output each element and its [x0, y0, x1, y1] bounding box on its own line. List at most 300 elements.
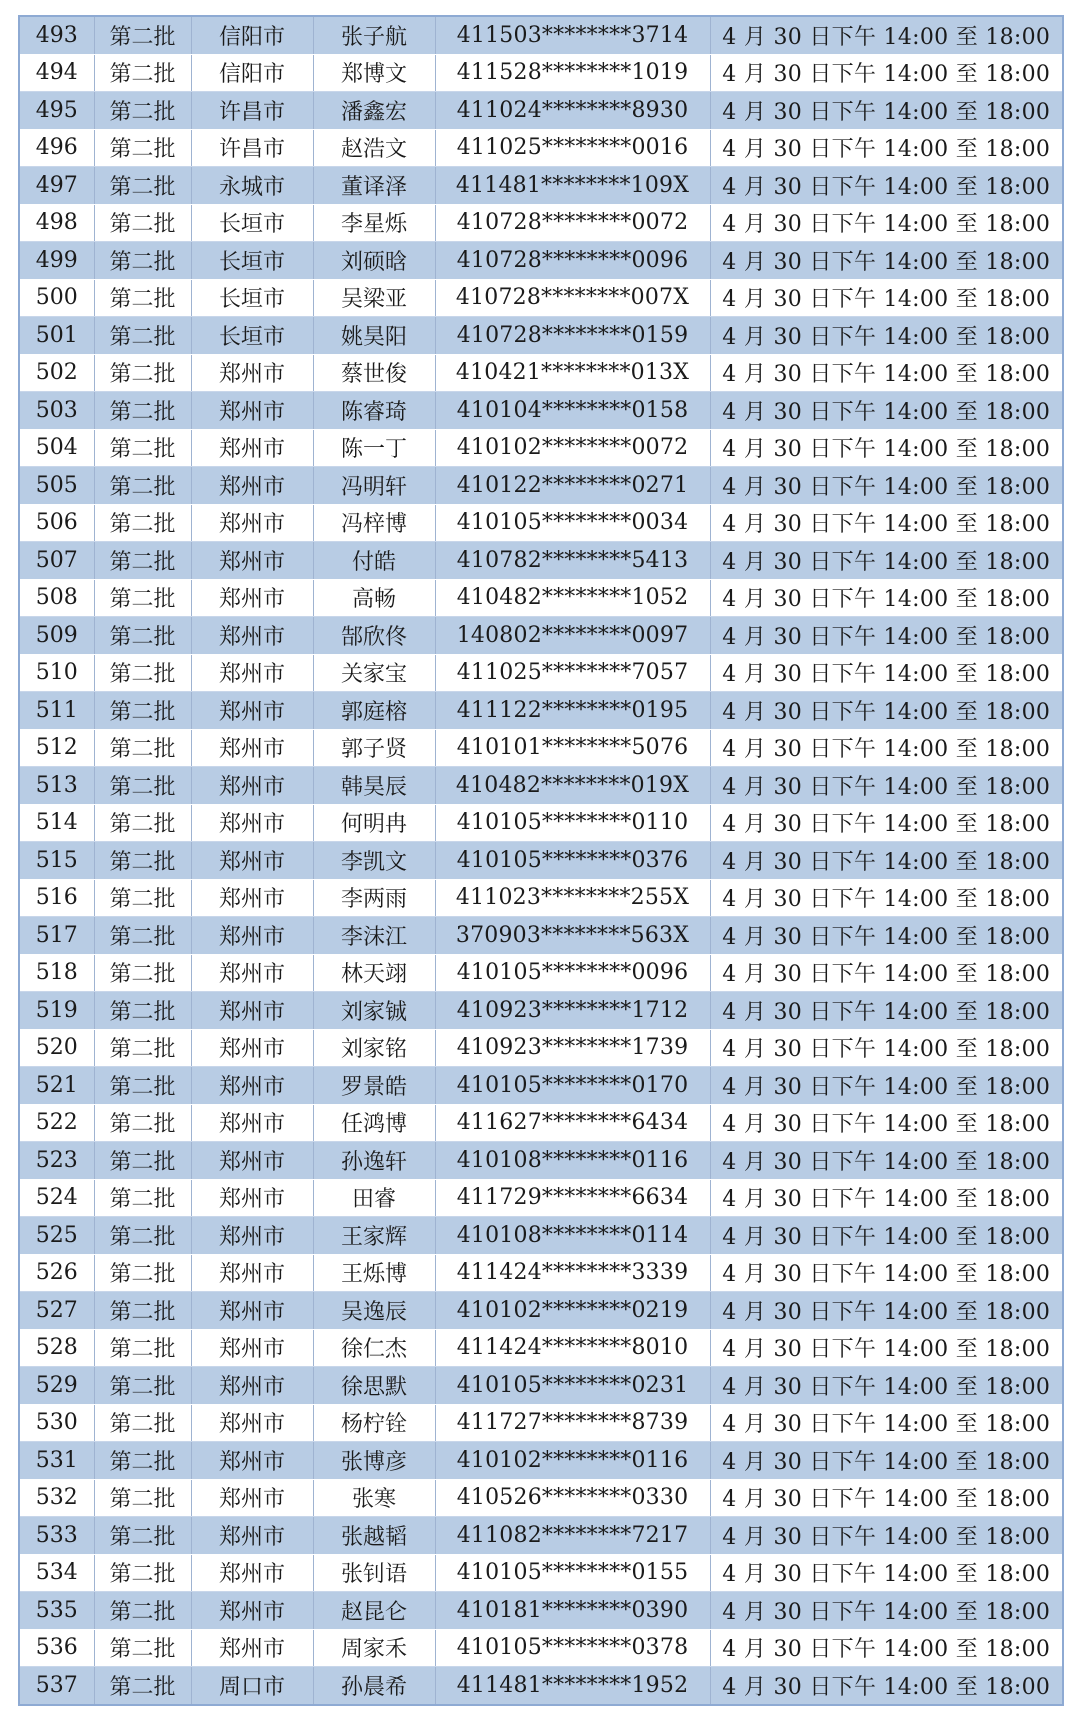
cell-city: 郑州市: [191, 354, 313, 392]
cell-name: 李星烁: [313, 204, 435, 242]
cell-id-number: 411025********7057: [435, 654, 710, 692]
cell-batch: 第二批: [94, 992, 191, 1030]
cell-time-slot: 4 月 30 日下午 14:00 至 18:00: [710, 1292, 1063, 1330]
table-row: [19, 1517, 1063, 1555]
cell-serial-number: 516: [19, 879, 94, 917]
cell-time-slot: 4 月 30 日下午 14:00 至 18:00: [710, 1517, 1063, 1555]
cell-city: 长垣市: [191, 317, 313, 355]
cell-batch: 第二批: [94, 129, 191, 167]
cell-name: 郑博文: [313, 54, 435, 92]
cell-time-slot: 4 月 30 日下午 14:00 至 18:00: [710, 1329, 1063, 1367]
cell-batch: 第二批: [94, 204, 191, 242]
roster-table-body: [19, 16, 1063, 1705]
cell-name: 李凯文: [313, 842, 435, 880]
cell-time-slot: 4 月 30 日下午 14:00 至 18:00: [710, 279, 1063, 317]
cell-serial-number: 520: [19, 1029, 94, 1067]
table-row: [19, 16, 1063, 54]
table-row: [19, 804, 1063, 842]
cell-id-number: 411729********6634: [435, 1179, 710, 1217]
cell-time-slot: 4 月 30 日下午 14:00 至 18:00: [710, 204, 1063, 242]
cell-city: 周口市: [191, 1667, 313, 1705]
cell-id-number: 410728********0096: [435, 242, 710, 280]
cell-name: 张越韬: [313, 1517, 435, 1555]
cell-city: 郑州市: [191, 992, 313, 1030]
cell-city: 永城市: [191, 167, 313, 205]
table-row: [19, 167, 1063, 205]
cell-city: 郑州市: [191, 1067, 313, 1105]
table-row: [19, 542, 1063, 580]
cell-city: 郑州市: [191, 1104, 313, 1142]
cell-name: 周家禾: [313, 1629, 435, 1667]
cell-name: 罗景皓: [313, 1067, 435, 1105]
table-row: [19, 1329, 1063, 1367]
cell-id-number: 140802********0097: [435, 617, 710, 655]
cell-name: 潘鑫宏: [313, 92, 435, 130]
cell-name: 张子航: [313, 16, 435, 54]
cell-time-slot: 4 月 30 日下午 14:00 至 18:00: [710, 692, 1063, 730]
cell-id-number: 410108********0114: [435, 1217, 710, 1255]
cell-name: 任鸿博: [313, 1104, 435, 1142]
cell-batch: 第二批: [94, 392, 191, 430]
cell-id-number: 410105********0170: [435, 1067, 710, 1105]
cell-name: 刘家铭: [313, 1029, 435, 1067]
cell-serial-number: 527: [19, 1292, 94, 1330]
cell-time-slot: 4 月 30 日下午 14:00 至 18:00: [710, 1067, 1063, 1105]
cell-serial-number: 537: [19, 1667, 94, 1705]
cell-id-number: 410482********019X: [435, 767, 710, 805]
cell-serial-number: 509: [19, 617, 94, 655]
cell-serial-number: 529: [19, 1367, 94, 1405]
cell-name: 郜欣佟: [313, 617, 435, 655]
table-row: [19, 654, 1063, 692]
cell-city: 郑州市: [191, 767, 313, 805]
cell-name: 李沫江: [313, 917, 435, 955]
cell-name: 郭庭榕: [313, 692, 435, 730]
table-row: [19, 54, 1063, 92]
cell-time-slot: 4 月 30 日下午 14:00 至 18:00: [710, 767, 1063, 805]
cell-time-slot: 4 月 30 日下午 14:00 至 18:00: [710, 504, 1063, 542]
cell-id-number: 410108********0116: [435, 1142, 710, 1180]
cell-city: 信阳市: [191, 54, 313, 92]
cell-city: 郑州市: [191, 692, 313, 730]
cell-batch: 第二批: [94, 429, 191, 467]
cell-serial-number: 535: [19, 1592, 94, 1630]
table-row: [19, 1442, 1063, 1480]
table-row: [19, 1367, 1063, 1405]
cell-time-slot: 4 月 30 日下午 14:00 至 18:00: [710, 429, 1063, 467]
cell-batch: 第二批: [94, 654, 191, 692]
cell-time-slot: 4 月 30 日下午 14:00 至 18:00: [710, 992, 1063, 1030]
cell-batch: 第二批: [94, 317, 191, 355]
cell-id-number: 410102********0116: [435, 1442, 710, 1480]
cell-time-slot: 4 月 30 日下午 14:00 至 18:00: [710, 1367, 1063, 1405]
cell-serial-number: 499: [19, 242, 94, 280]
cell-serial-number: 502: [19, 354, 94, 392]
cell-id-number: 410728********007X: [435, 279, 710, 317]
cell-city: 郑州市: [191, 804, 313, 842]
cell-city: 郑州市: [191, 1367, 313, 1405]
cell-time-slot: 4 月 30 日下午 14:00 至 18:00: [710, 1442, 1063, 1480]
cell-time-slot: 4 月 30 日下午 14:00 至 18:00: [710, 1667, 1063, 1705]
cell-time-slot: 4 月 30 日下午 14:00 至 18:00: [710, 1104, 1063, 1142]
cell-batch: 第二批: [94, 167, 191, 205]
cell-batch: 第二批: [94, 1142, 191, 1180]
cell-serial-number: 514: [19, 804, 94, 842]
cell-batch: 第二批: [94, 467, 191, 505]
cell-batch: 第二批: [94, 842, 191, 880]
cell-city: 郑州市: [191, 467, 313, 505]
cell-serial-number: 532: [19, 1479, 94, 1517]
cell-id-number: 410102********0219: [435, 1292, 710, 1330]
cell-city: 郑州市: [191, 579, 313, 617]
cell-time-slot: 4 月 30 日下午 14:00 至 18:00: [710, 1479, 1063, 1517]
cell-time-slot: 4 月 30 日下午 14:00 至 18:00: [710, 842, 1063, 880]
cell-name: 田睿: [313, 1179, 435, 1217]
cell-time-slot: 4 月 30 日下午 14:00 至 18:00: [710, 92, 1063, 130]
cell-id-number: 411122********0195: [435, 692, 710, 730]
table-row: [19, 579, 1063, 617]
cell-name: 徐仁杰: [313, 1329, 435, 1367]
cell-name: 陈一丁: [313, 429, 435, 467]
table-row: [19, 729, 1063, 767]
cell-id-number: 410101********5076: [435, 729, 710, 767]
cell-name: 王烁博: [313, 1254, 435, 1292]
cell-serial-number: 513: [19, 767, 94, 805]
cell-serial-number: 519: [19, 992, 94, 1030]
cell-batch: 第二批: [94, 1029, 191, 1067]
cell-city: 郑州市: [191, 879, 313, 917]
cell-id-number: 411528********1019: [435, 54, 710, 92]
cell-city: 郑州市: [191, 1142, 313, 1180]
table-row: [19, 917, 1063, 955]
cell-serial-number: 505: [19, 467, 94, 505]
cell-serial-number: 500: [19, 279, 94, 317]
cell-batch: 第二批: [94, 692, 191, 730]
cell-city: 郑州市: [191, 1217, 313, 1255]
cell-time-slot: 4 月 30 日下午 14:00 至 18:00: [710, 617, 1063, 655]
cell-name: 董译泽: [313, 167, 435, 205]
table-row: [19, 1254, 1063, 1292]
table-row: [19, 354, 1063, 392]
cell-name: 高畅: [313, 579, 435, 617]
cell-city: 信阳市: [191, 16, 313, 54]
cell-batch: 第二批: [94, 279, 191, 317]
cell-serial-number: 534: [19, 1554, 94, 1592]
table-row: [19, 1292, 1063, 1330]
cell-serial-number: 521: [19, 1067, 94, 1105]
cell-batch: 第二批: [94, 1367, 191, 1405]
table-row: [19, 1667, 1063, 1705]
cell-city: 郑州市: [191, 1329, 313, 1367]
cell-serial-number: 533: [19, 1517, 94, 1555]
cell-serial-number: 508: [19, 579, 94, 617]
cell-name: 孙逸轩: [313, 1142, 435, 1180]
cell-batch: 第二批: [94, 16, 191, 54]
cell-id-number: 411727********8739: [435, 1404, 710, 1442]
cell-name: 何明冉: [313, 804, 435, 842]
table-row: [19, 92, 1063, 130]
cell-name: 吴梁亚: [313, 279, 435, 317]
cell-id-number: 410526********0330: [435, 1479, 710, 1517]
cell-city: 郑州市: [191, 1292, 313, 1330]
cell-name: 赵昆仑: [313, 1592, 435, 1630]
cell-batch: 第二批: [94, 729, 191, 767]
cell-serial-number: 504: [19, 429, 94, 467]
cell-serial-number: 496: [19, 129, 94, 167]
cell-city: 许昌市: [191, 92, 313, 130]
table-row: [19, 992, 1063, 1030]
cell-time-slot: 4 月 30 日下午 14:00 至 18:00: [710, 129, 1063, 167]
cell-serial-number: 512: [19, 729, 94, 767]
table-row: [19, 842, 1063, 880]
cell-name: 关家宝: [313, 654, 435, 692]
cell-city: 郑州市: [191, 1179, 313, 1217]
cell-batch: 第二批: [94, 879, 191, 917]
cell-city: 郑州市: [191, 729, 313, 767]
cell-time-slot: 4 月 30 日下午 14:00 至 18:00: [710, 54, 1063, 92]
cell-name: 冯梓博: [313, 504, 435, 542]
cell-serial-number: 531: [19, 1442, 94, 1480]
table-row: [19, 767, 1063, 805]
cell-city: 郑州市: [191, 542, 313, 580]
cell-serial-number: 494: [19, 54, 94, 92]
cell-batch: 第二批: [94, 1179, 191, 1217]
cell-city: 郑州市: [191, 1254, 313, 1292]
cell-serial-number: 525: [19, 1217, 94, 1255]
cell-name: 吴逸辰: [313, 1292, 435, 1330]
cell-serial-number: 501: [19, 317, 94, 355]
cell-city: 郑州市: [191, 1404, 313, 1442]
cell-time-slot: 4 月 30 日下午 14:00 至 18:00: [710, 1254, 1063, 1292]
cell-city: 长垣市: [191, 204, 313, 242]
table-row: [19, 429, 1063, 467]
table-row: [19, 692, 1063, 730]
cell-name: 刘硕晗: [313, 242, 435, 280]
cell-city: 郑州市: [191, 1592, 313, 1630]
table-row: [19, 129, 1063, 167]
cell-time-slot: 4 月 30 日下午 14:00 至 18:00: [710, 1142, 1063, 1180]
cell-name: 蔡世俊: [313, 354, 435, 392]
cell-id-number: 410181********0390: [435, 1592, 710, 1630]
cell-id-number: 410782********5413: [435, 542, 710, 580]
cell-batch: 第二批: [94, 92, 191, 130]
cell-time-slot: 4 月 30 日下午 14:00 至 18:00: [710, 579, 1063, 617]
cell-serial-number: 522: [19, 1104, 94, 1142]
cell-city: 郑州市: [191, 392, 313, 430]
table-row: [19, 954, 1063, 992]
cell-city: 郑州市: [191, 917, 313, 955]
cell-id-number: 410728********0159: [435, 317, 710, 355]
cell-city: 郑州市: [191, 504, 313, 542]
cell-batch: 第二批: [94, 54, 191, 92]
cell-batch: 第二批: [94, 1104, 191, 1142]
cell-batch: 第二批: [94, 504, 191, 542]
table-row: [19, 1179, 1063, 1217]
table-row: [19, 1067, 1063, 1105]
cell-time-slot: 4 月 30 日下午 14:00 至 18:00: [710, 392, 1063, 430]
cell-batch: 第二批: [94, 1292, 191, 1330]
cell-id-number: 410105********0231: [435, 1367, 710, 1405]
cell-serial-number: 506: [19, 504, 94, 542]
cell-name: 杨柠铨: [313, 1404, 435, 1442]
cell-city: 许昌市: [191, 129, 313, 167]
cell-name: 刘家铖: [313, 992, 435, 1030]
cell-id-number: 370903********563X: [435, 917, 710, 955]
cell-id-number: 410728********0072: [435, 204, 710, 242]
cell-serial-number: 497: [19, 167, 94, 205]
cell-time-slot: 4 月 30 日下午 14:00 至 18:00: [710, 729, 1063, 767]
table-row: [19, 1554, 1063, 1592]
cell-batch: 第二批: [94, 1592, 191, 1630]
cell-time-slot: 4 月 30 日下午 14:00 至 18:00: [710, 1179, 1063, 1217]
cell-batch: 第二批: [94, 917, 191, 955]
cell-serial-number: 515: [19, 842, 94, 880]
cell-id-number: 410923********1739: [435, 1029, 710, 1067]
cell-batch: 第二批: [94, 1067, 191, 1105]
cell-batch: 第二批: [94, 242, 191, 280]
cell-time-slot: 4 月 30 日下午 14:00 至 18:00: [710, 654, 1063, 692]
cell-city: 郑州市: [191, 617, 313, 655]
cell-id-number: 410122********0271: [435, 467, 710, 505]
cell-serial-number: 523: [19, 1142, 94, 1180]
table-row: [19, 617, 1063, 655]
cell-batch: 第二批: [94, 954, 191, 992]
cell-serial-number: 524: [19, 1179, 94, 1217]
cell-name: 李两雨: [313, 879, 435, 917]
cell-id-number: 411424********3339: [435, 1254, 710, 1292]
cell-city: 郑州市: [191, 1554, 313, 1592]
cell-serial-number: 498: [19, 204, 94, 242]
roster-table-container: [18, 15, 1062, 1706]
cell-id-number: 411082********7217: [435, 1517, 710, 1555]
table-row: [19, 467, 1063, 505]
cell-batch: 第二批: [94, 542, 191, 580]
table-row: [19, 279, 1063, 317]
cell-serial-number: 518: [19, 954, 94, 992]
cell-serial-number: 511: [19, 692, 94, 730]
cell-city: 郑州市: [191, 842, 313, 880]
cell-id-number: 410105********0110: [435, 804, 710, 842]
cell-id-number: 411503********3714: [435, 16, 710, 54]
cell-id-number: 410105********0096: [435, 954, 710, 992]
cell-serial-number: 517: [19, 917, 94, 955]
cell-time-slot: 4 月 30 日下午 14:00 至 18:00: [710, 1029, 1063, 1067]
table-row: [19, 1592, 1063, 1630]
table-row: [19, 879, 1063, 917]
cell-id-number: 410105********0378: [435, 1629, 710, 1667]
cell-name: 张寒: [313, 1479, 435, 1517]
cell-serial-number: 530: [19, 1404, 94, 1442]
cell-serial-number: 536: [19, 1629, 94, 1667]
cell-batch: 第二批: [94, 579, 191, 617]
cell-time-slot: 4 月 30 日下午 14:00 至 18:00: [710, 1629, 1063, 1667]
cell-time-slot: 4 月 30 日下午 14:00 至 18:00: [710, 167, 1063, 205]
cell-serial-number: 495: [19, 92, 94, 130]
cell-id-number: 410105********0155: [435, 1554, 710, 1592]
cell-batch: 第二批: [94, 1517, 191, 1555]
cell-name: 徐思默: [313, 1367, 435, 1405]
cell-time-slot: 4 月 30 日下午 14:00 至 18:00: [710, 242, 1063, 280]
cell-time-slot: 4 月 30 日下午 14:00 至 18:00: [710, 1217, 1063, 1255]
cell-time-slot: 4 月 30 日下午 14:00 至 18:00: [710, 354, 1063, 392]
cell-serial-number: 510: [19, 654, 94, 692]
cell-id-number: 410102********0072: [435, 429, 710, 467]
cell-id-number: 411481********1952: [435, 1667, 710, 1705]
cell-name: 孙晨希: [313, 1667, 435, 1705]
cell-batch: 第二批: [94, 617, 191, 655]
cell-city: 郑州市: [191, 1479, 313, 1517]
cell-city: 郑州市: [191, 1517, 313, 1555]
cell-id-number: 410923********1712: [435, 992, 710, 1030]
cell-name: 姚昊阳: [313, 317, 435, 355]
cell-batch: 第二批: [94, 1667, 191, 1705]
cell-city: 长垣市: [191, 242, 313, 280]
cell-name: 张钊语: [313, 1554, 435, 1592]
cell-id-number: 411627********6434: [435, 1104, 710, 1142]
cell-time-slot: 4 月 30 日下午 14:00 至 18:00: [710, 16, 1063, 54]
cell-id-number: 411481********109X: [435, 167, 710, 205]
roster-table: [18, 15, 1064, 1706]
cell-batch: 第二批: [94, 1554, 191, 1592]
cell-id-number: 411023********255X: [435, 879, 710, 917]
cell-name: 王家辉: [313, 1217, 435, 1255]
cell-batch: 第二批: [94, 1479, 191, 1517]
table-row: [19, 1629, 1063, 1667]
table-row: [19, 1142, 1063, 1180]
cell-name: 韩昊辰: [313, 767, 435, 805]
cell-batch: 第二批: [94, 767, 191, 805]
cell-batch: 第二批: [94, 1254, 191, 1292]
cell-serial-number: 507: [19, 542, 94, 580]
table-row: [19, 1029, 1063, 1067]
cell-id-number: 410482********1052: [435, 579, 710, 617]
cell-id-number: 410421********013X: [435, 354, 710, 392]
cell-time-slot: 4 月 30 日下午 14:00 至 18:00: [710, 1554, 1063, 1592]
cell-name: 陈睿琦: [313, 392, 435, 430]
cell-serial-number: 528: [19, 1329, 94, 1367]
table-row: [19, 1104, 1063, 1142]
table-row: [19, 242, 1063, 280]
cell-time-slot: 4 月 30 日下午 14:00 至 18:00: [710, 1404, 1063, 1442]
cell-time-slot: 4 月 30 日下午 14:00 至 18:00: [710, 804, 1063, 842]
cell-time-slot: 4 月 30 日下午 14:00 至 18:00: [710, 954, 1063, 992]
cell-city: 郑州市: [191, 1442, 313, 1480]
cell-time-slot: 4 月 30 日下午 14:00 至 18:00: [710, 317, 1063, 355]
cell-name: 郭子贤: [313, 729, 435, 767]
cell-city: 郑州市: [191, 429, 313, 467]
cell-name: 林天翊: [313, 954, 435, 992]
cell-id-number: 410105********0034: [435, 504, 710, 542]
cell-batch: 第二批: [94, 354, 191, 392]
cell-time-slot: 4 月 30 日下午 14:00 至 18:00: [710, 917, 1063, 955]
cell-batch: 第二批: [94, 1329, 191, 1367]
cell-batch: 第二批: [94, 1629, 191, 1667]
cell-city: 郑州市: [191, 654, 313, 692]
cell-time-slot: 4 月 30 日下午 14:00 至 18:00: [710, 467, 1063, 505]
cell-batch: 第二批: [94, 804, 191, 842]
cell-batch: 第二批: [94, 1217, 191, 1255]
cell-name: 张博彦: [313, 1442, 435, 1480]
cell-serial-number: 493: [19, 16, 94, 54]
cell-city: 郑州市: [191, 954, 313, 992]
cell-time-slot: 4 月 30 日下午 14:00 至 18:00: [710, 879, 1063, 917]
cell-id-number: 410104********0158: [435, 392, 710, 430]
cell-time-slot: 4 月 30 日下午 14:00 至 18:00: [710, 542, 1063, 580]
cell-city: 长垣市: [191, 279, 313, 317]
table-row: [19, 504, 1063, 542]
cell-batch: 第二批: [94, 1404, 191, 1442]
cell-name: 付皓: [313, 542, 435, 580]
